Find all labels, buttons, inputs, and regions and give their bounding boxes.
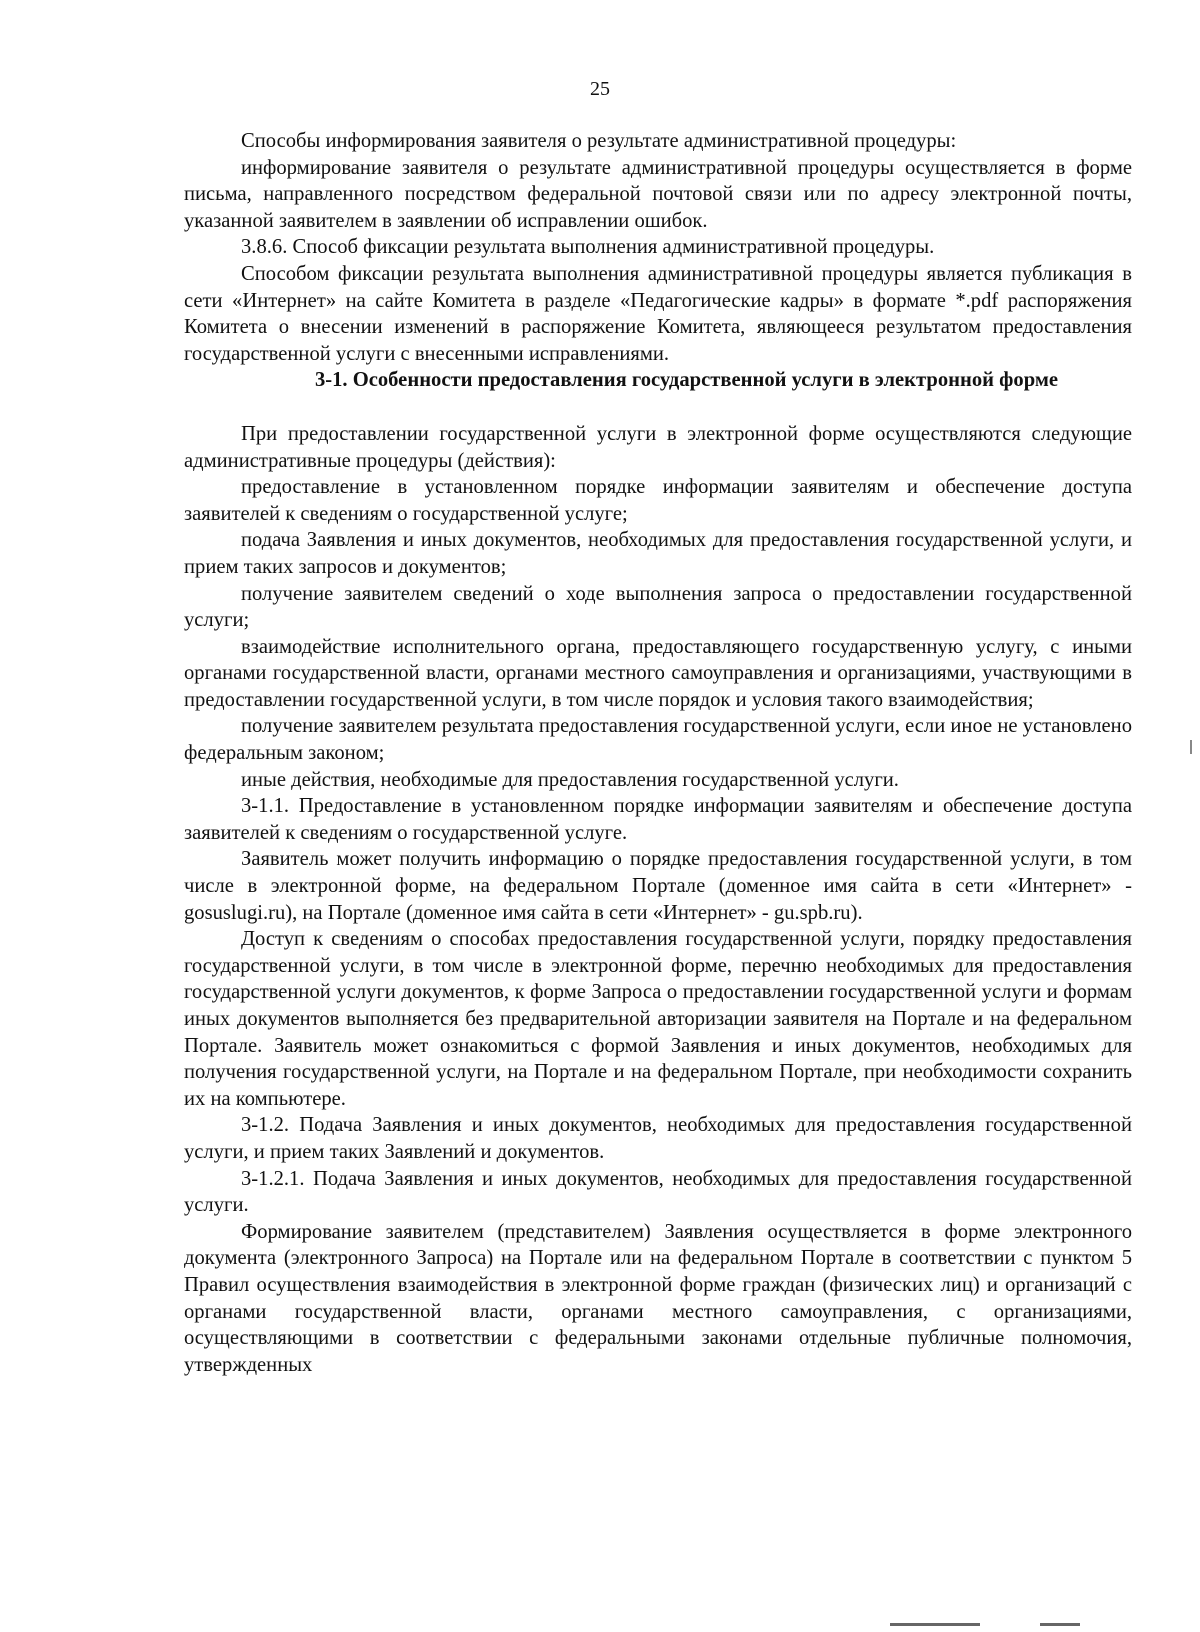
paragraph: иные действия, необходимые для предоставления государственной услуги.: [241, 768, 899, 791]
paragraph: 3-1.1. Предоставление в установленном порядке информации заявителям и обеспечение доступа заявителей к сведениям о государственной услуге.: [184, 795, 1132, 844]
paragraph: Доступ к сведениям о способах предоставления государственной услуги, порядку предоставления государственной услуги, в том числе в электронной форме, перечню необходимых для предоставления государственной услуги документов, к форме Запроса о предоставлении государственной услуги и формам иных документов выполняется без предварительной авторизации заявителя на Портале и на федеральном Портале. Заявитель может ознакомиться с формой Заявления и иных документов, необходимых для получения государственной услуги, на Портале и на федеральном Портале, при необходимости сохранить их на компьютере.: [184, 928, 1132, 1110]
paragraph: информирование заявителя о результате административной процедуры осуществляется в форме письма, направленного посредством федеральной почтовой связи или по адресу электронной почты, указанной заявителем в заявлении об исправлении ошибок.: [184, 156, 1132, 232]
paragraph: 3.8.6. Способ фиксации результата выполнения административной процедуры.: [241, 236, 935, 259]
scan-bottom-mark: [1040, 1623, 1080, 1626]
paragraph: Формирование заявителем (представителем) Заявления осуществляется в форме электронного документа (электронного Запроса) на Портале или на федеральном Портале в соответствии с пунктом 5 Правил осуществления взаимодействия в электронной форме граждан (физических лиц) и организаций с органами государственной власти, органами местного самоуправления, с организациями, осуществляющими в соответствии с федеральными законами отдельные публичные полномочия, утвержденных: [184, 1220, 1132, 1376]
paragraph: подача Заявления и иных документов, необходимых для предоставления государственной услуги, и прием таких запросов и документов;: [184, 529, 1132, 578]
paragraph: 3-1.2.1. Подача Заявления и иных документов, необходимых для предоставления государственной услуги.: [184, 1167, 1132, 1217]
paragraph: Способом фиксации результата выполнения административной процедуры является публикация в сети «Интернет» на сайте Комитета в разделе «Педагогические кадры» в формате *.pdf распоряжения Комитета о внесении изменений в распоряжение Комитета, являющееся результатом предоставления государственной услуги с внесенными исправлениями.: [184, 262, 1132, 365]
paragraph: получение заявителем сведений о ходе выполнения запроса о предоставлении государственной услуги;: [184, 582, 1132, 632]
paragraph: предоставление в установленном порядке информации заявителям и обеспечение доступа заявителей к сведениям о государственной услуге;: [184, 476, 1132, 525]
paragraph: взаимодействие исполнительного органа, предоставляющего государственную услугу, с иными органами государственной власти, органами местного самоуправления и организациями, участвующими в предоставлении государственной услуги, в том числе порядок и условия такого взаимодействия;: [184, 635, 1132, 711]
page-number: 25: [590, 78, 610, 100]
paragraph: Заявитель может получить информацию о порядке предоставления государственной услуги, в том числе в электронной форме, на федеральном Портале (доменное имя сайта в сети «Интернет» - gosuslugi.ru), на Портале (доменное имя сайта в сети «Интернет» - gu.spb.ru).: [184, 848, 1132, 924]
paragraph: 3-1.2. Подача Заявления и иных документов, необходимых для предоставления государственной услуги, и прием таких Заявлений и документов.: [184, 1114, 1132, 1163]
section-heading: 3-1. Особенности предоставления государственной услуги в электронной форме: [314, 369, 1059, 392]
scan-bottom-mark: [890, 1623, 980, 1626]
document-body: [184, 128, 1132, 1378]
paragraph: Способы информирования заявителя о результате административной процедуры:: [241, 130, 957, 152]
scan-edge-mark: [1190, 740, 1192, 754]
paragraph: При предоставлении государственной услуги в электронной форме осуществляются следующие административные процедуры (действия):: [184, 422, 1132, 472]
paragraph: получение заявителем результата предоставления государственной услуги, если иное не установлено федеральным законом;: [184, 715, 1132, 765]
